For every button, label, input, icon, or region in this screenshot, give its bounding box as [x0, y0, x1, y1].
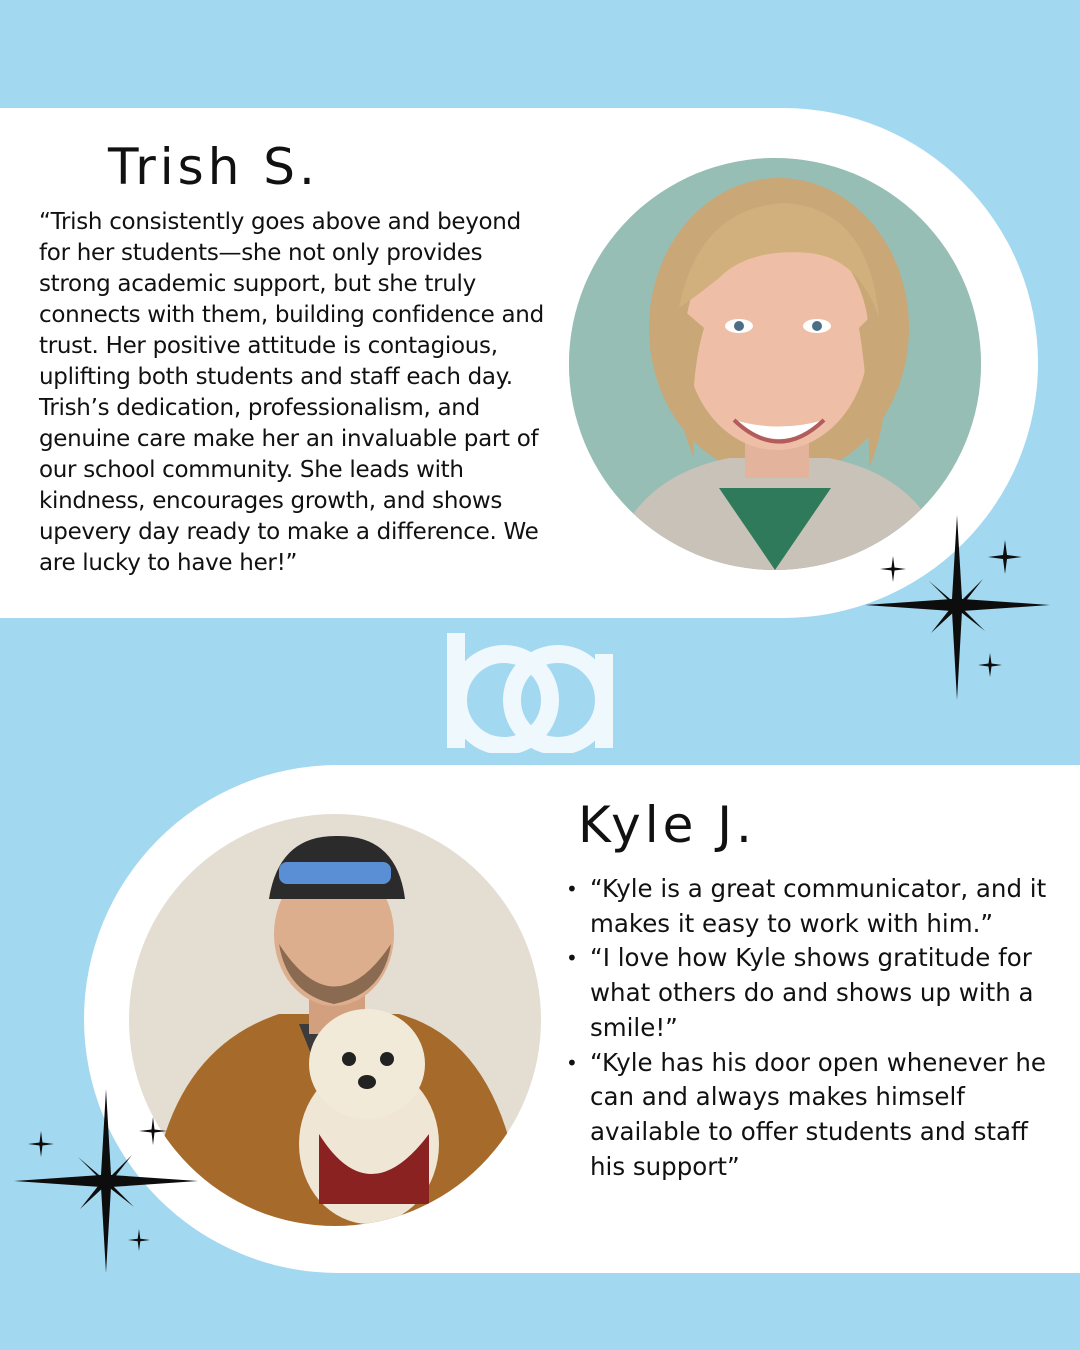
trish-quote: “Trish consistently goes above and beyond for her students—she not only provides strong academic support, but she truly connects with them, building confidence and trust. Her positive attitude is contagious, uplifting both students and staff each day. Trish’s dedication, professionalism, and genuine care make her an invaluable part of our school community. She leads with kindness, encourages growth, and shows upevery day ready to make a difference. We are lucky to have her!” [39, 209, 544, 576]
sparkle-large-icon [865, 515, 1050, 700]
sparkle-small-icon [988, 540, 1022, 574]
list-item [566, 872, 1066, 941]
kyle-quote: “Kyle is a great communicator, and it makes it easy to work with him.” [590, 874, 1047, 938]
ba-logo-icon [440, 628, 620, 753]
list-item [566, 941, 1066, 1045]
kyle-name-heading: Kyle J. [578, 796, 756, 854]
list-item [566, 1046, 1066, 1185]
kyle-quote: “I love how Kyle shows gratitude for what others do and shows up with a smile!” [590, 943, 1034, 1042]
bullet-icon: • [566, 1050, 578, 1075]
sparkle-small-icon [128, 1229, 150, 1251]
sparkle-large-icon [14, 1089, 198, 1273]
sparkle-small-icon [139, 1117, 167, 1145]
kyle-quote-list [566, 872, 1066, 1184]
sparkle-small-icon [28, 1131, 54, 1157]
kyle-quote: “Kyle has his door open whenever he can and always makes himself available to offer students and staff his support” [590, 1047, 1046, 1181]
trish-name-heading: Trish S. [108, 138, 319, 196]
bullet-icon: • [566, 946, 578, 971]
sparkle-small-icon [880, 556, 906, 582]
trish-photo [569, 158, 981, 570]
sparkle-small-icon [978, 653, 1002, 677]
bullet-icon: • [566, 877, 578, 901]
